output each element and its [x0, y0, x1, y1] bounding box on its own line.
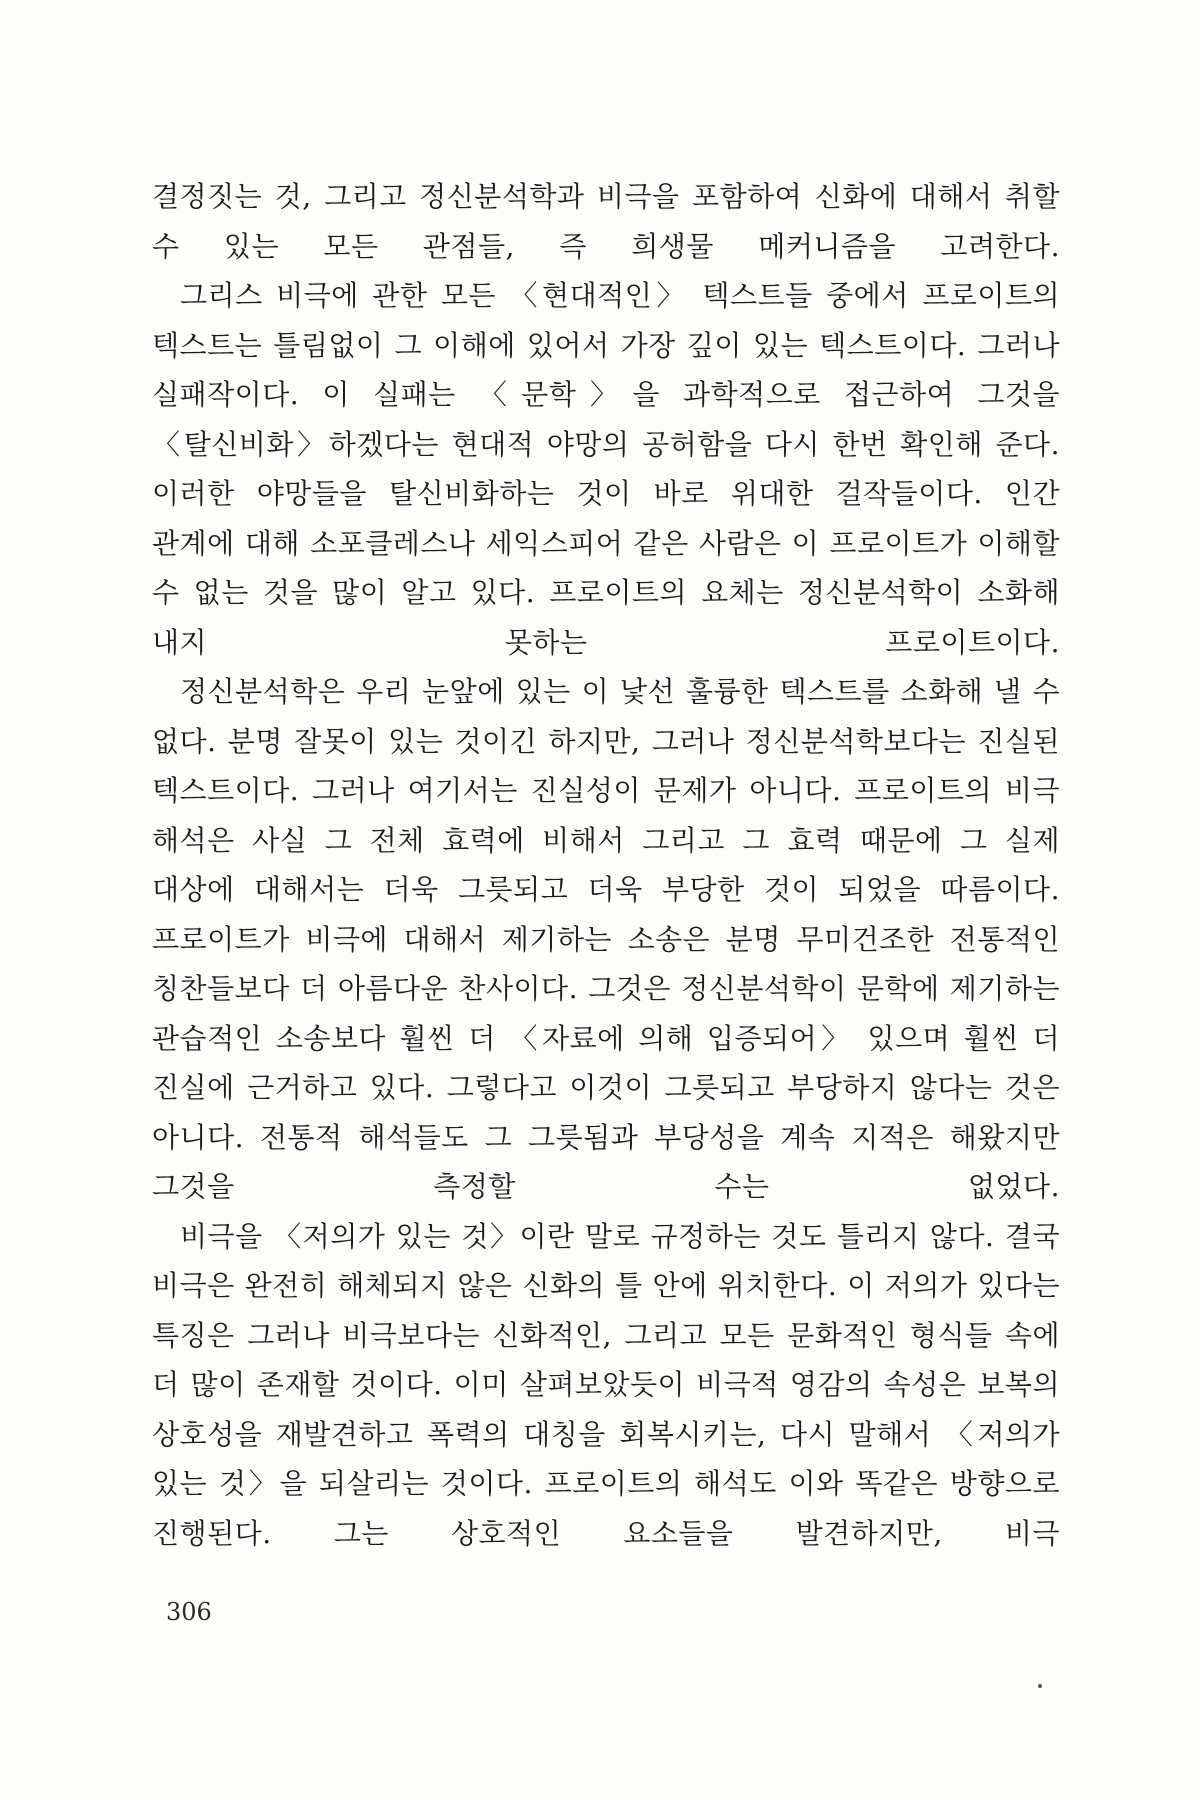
paragraph-4: 비극을 〈저의가 있는 것〉이란 말로 규정하는 것도 틀리지 않다. 결국 비극은 완전히 해체되지 않은 신화의 틀 안에 위치한다. 이 저의가 있다는 특징은 그러나 비극보다는 신화적인, 그리고 모든 문화적인 형식들 속에 더 많이 존재할 것이다. 이미 살펴보았듯이 비극적 영감의 속성은 보복의 상호성을 재발견하고 폭력의 대칭을 회복시키는, 다시 말해서 〈저의가 있는 것〉을 되살리는 것이다. 프로이트의 해석도 이와 똑같은 방향으로 진행된다. 그는 상호적인 요소들을 발견하지만, 비극: [152, 1219, 1060, 1550]
paragraph-2: 그리스 비극에 관한 모든 〈현대적인〉 텍스트들 중에서 프로이트의 텍스트는 틀림없이 그 이해에 있어서 가장 깊이 있는 텍스트이다. 그러나 실패작이다. 이 실패는 〈문학〉을 과학적으로 접근하여 그것을 〈탈신비화〉하겠다는 현대적 야망의 공허함을 다시 한번 확인해 준다. 이러한 야망들을 탈신비화하는 것이 바로 위대한 걸작들이다. 인간 관계에 대해 소포클레스나 세익스피어 같은 사람은 이 프로이트가 이해할 수 없는 것을 많이 알고 있다. 프로이트의 요체는 정신분석학이 소화해 내지 못하는 프로이트이다.: [152, 279, 1060, 659]
page-body: [152, 172, 1060, 1558]
paragraph-1: 결정짓는 것, 그리고 정신분석학과 비극을 포함하여 신화에 대해서 취할 수 있는 모든 관점들, 즉 희생물 메커니즘을 고려한다.: [152, 180, 1060, 263]
scan-speck: [1038, 1684, 1042, 1688]
page-number: 306: [166, 1598, 212, 1626]
paragraph-3: 정신분석학은 우리 눈앞에 있는 이 낯선 훌륭한 텍스트를 소화해 낼 수 없다. 분명 잘못이 있는 것이긴 하지만, 그러나 정신분석학보다는 진실된 텍스트이다. 그러나 여기서는 진실성이 문제가 아니다. 프로이트의 비극 해석은 사실 그 전체 효력에 비해서 그리고 그 효력 때문에 그 실제 대상에 대해서는 더욱 그릇되고 더욱 부당한 것이 되었을 따름이다. 프로이트가 비극에 대해서 제기하는 소송은 분명 무미건조한 전통적인 칭찬들보다 더 아름다운 찬사이다. 그것은 정신분석학이 문학에 제기하는 관습적인 소송보다 훨씬 더 〈자료에 의해 입증되어〉 있으며 훨씬 더 진실에 근거하고 있다. 그렇다고 이것이 그릇되고 부당하지 않다는 것은 아니다. 전통적 해석들도 그 그릇됨과 부당성을 계속 지적은 해왔지만 그것을 측정할 수는 없었다.: [152, 675, 1060, 1203]
